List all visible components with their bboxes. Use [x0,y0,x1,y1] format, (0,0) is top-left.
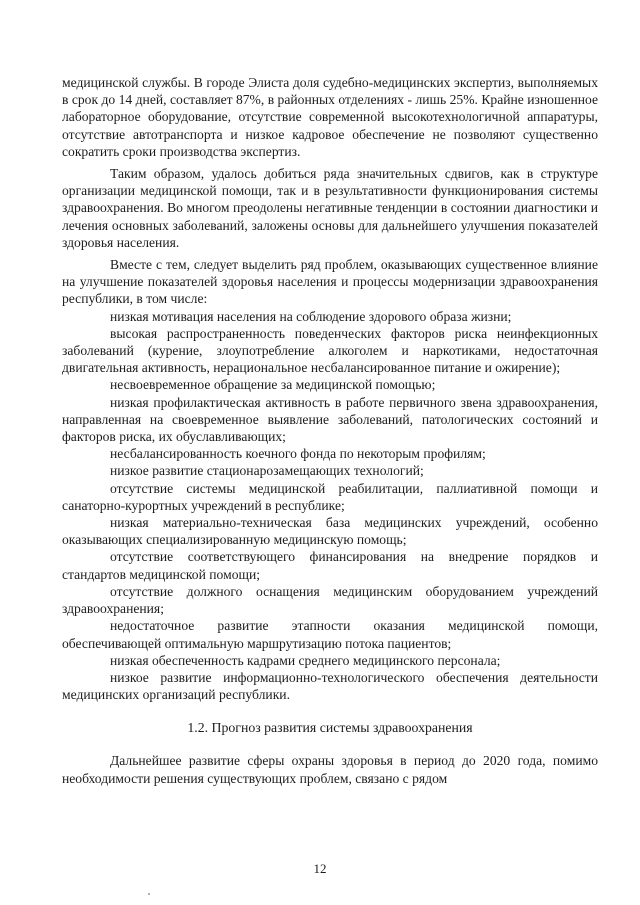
list-item: отсутствие соответствующего финансирования на внедрение порядков и стандартов медицинской помощи; [62,549,598,582]
closing-paragraph: Дальнейшее развитие сферы охраны здоровья в период до 2020 года, помимо необходимости решения существующих проблем, связано с рядом [62,753,598,786]
page-number: 12 [313,861,327,876]
list-item: низкое развитие информационно-технологического обеспечения деятельности медицинских организаций республики. [62,669,598,703]
summary-paragraph: Таким образом, удалось добиться ряда значительных сдвигов, как в структуре организации медицинской помощи, так и в результативности функционирования системы здравоохранения. Во многом преодолены негативные тенденции в состоянии диагностики и лечения основных заболеваний, заложены основы для дальнейшего улучшения показателей здоровья населения. [62,166,598,250]
problems-list [62,308,598,704]
list-item: отсутствие системы медицинской реабилитации, паллиативной помощи и санаторно-курортных учреждений в республике; [62,480,598,513]
list-item: низкая мотивация населения на соблюдение здорового образа жизни; [110,308,512,324]
list-item: низкая обеспеченность кадрами среднего медицинского персонала; [110,652,501,668]
list-item: низкая профилактическая активность в работе первичного звена здравоохранения, направленная на своевременное выявление заболеваний, патологических состояний и факторов риска, их обуславливающих; [62,394,598,445]
page-body [62,74,598,787]
list-item: несвоевременное обращение за медицинской помощью; [110,377,436,393]
scan-speck [148,893,150,895]
list-item: высокая распространенность поведенческих факторов риска неинфекционных заболеваний (курение, злоупотребление алкоголем и наркотиками, недостаточная двигательная активность, нерациональное несбалансированное питание и ожирение); [62,325,598,376]
list-item: недостаточное развитие этапности оказания медицинской помощи, обеспечивающей оптимальную маршрутизацию потока пациентов; [62,618,598,651]
list-item: отсутствие должного оснащения медицинским оборудованием учреждений здравоохранения; [62,583,598,617]
opening-paragraph: медицинской службы. В городе Элиста доля судебно-медицинских экспертиз, выполняемых в срок до 14 дней, составляет 87%, в районных отделениях - лишь 25%. Крайне изношенное лабораторное оборудование, отсутствие современной высокотехнологичной аппаратуры, отсутствие автотранспорта и низкое кадровое обеспечение не позволяют существенно сократить сроки производства экспертиз. [62,75,598,159]
list-item: низкая материально-техническая база медицинских учреждений, особенно оказывающих специализированную медицинскую помощь; [62,515,598,548]
list-item: несбалансированность коечного фонда по некоторым профилям; [110,446,486,462]
section-heading: 1.2. Прогноз развития системы здравоохранения [187,720,473,736]
list-item: низкое развитие стационарозамещающих технологий; [110,463,424,479]
problems-intro-paragraph: Вместе с тем, следует выделить ряд проблем, оказывающих существенное влияние на улучшение показателей здоровья населения и процессы модернизации здравоохранения республики, в том числе: [62,257,598,307]
